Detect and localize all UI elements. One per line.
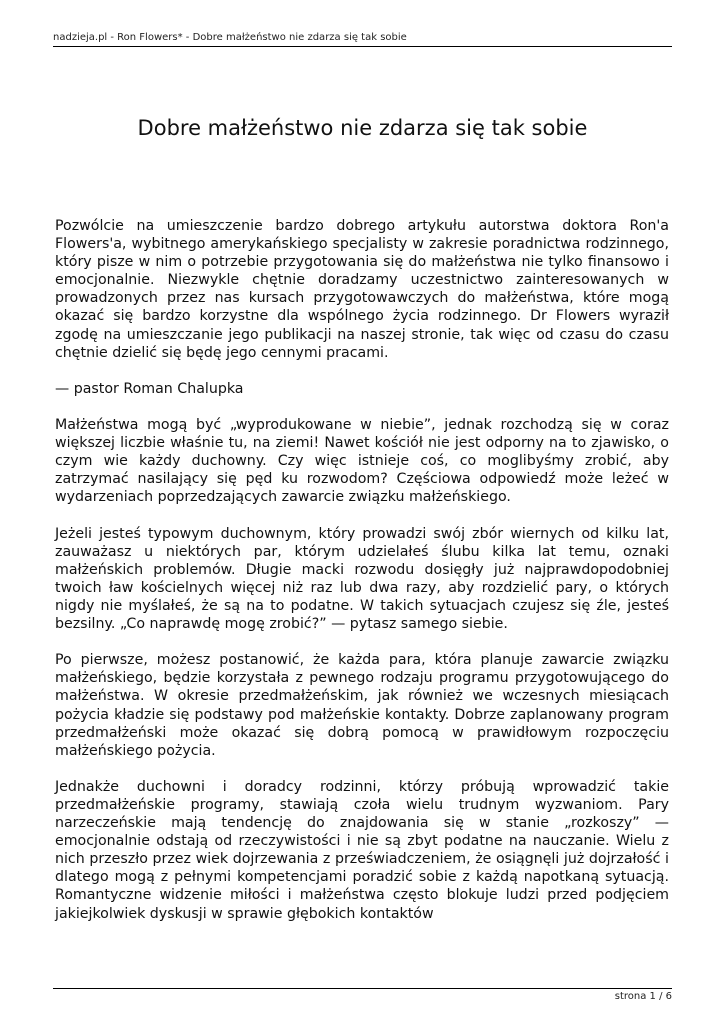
- paragraph: Po pierwsze, możesz postanowić, że każda para, która planuje zawarcie związku małżeńskiego, będzie korzystała z pewnego rodzaju programu przygotowującego do małżeństwa. W okresie przedmałżeńskim, jak również we wczesnych miesiącach pożycia kładzie się podstawy pod małżeńskie kontakty. Dobrze zaplanowany program przedmałżeński może okazać się dobrą pomocą w prawidłowym rozpoczęciu małżeńskiego pożycia.: [55, 652, 669, 759]
- paragraph-signature: — pastor Roman Chalupka: [55, 380, 244, 397]
- article-body: [55, 217, 669, 941]
- paragraph-intro: Pozwólcie na umieszczenie bardzo dobrego artykułu autorstwa doktora Ron'a Flowers'a, wybitnego amerykańskiego specjalisty w zakresie poradnictwa rodzinnego, który pisze w nim o potrzebie przygotowania się do małżeństwa nie tylko finansowo i emocjonalnie. Niezwykle chętnie doradzamy uczestnictwo zainteresowanych w prowadzonych przez nas kursach przygotowawczych do małżeństwa, które mogą okazać się bardzo korzystne dla wspólnego życia rodzinnego. Dr Flowers wyraził zgodę na umieszczanie jego publikacji na naszej stronie, tak więc od czasu do czasu chętnie dzielić się będę jego cennymi pracami.: [55, 218, 669, 361]
- header-divider: [53, 46, 672, 47]
- paragraph: Małżeństwa mogą być „wyprodukowane w niebie”, jednak rozchodzą się w coraz większej liczbie właśnie tu, na ziemi! Nawet kościół nie jest odporny na to zjawisko, o czym wie każdy duchowny. Czy więc istnieje coś, co moglibyśmy zrobić, aby zatrzymać nasilający się pęd ku rozwodom? Częściowa odpowiedź może leżeć w wydarzeniach poprzedzających zawarcie związku małżeńskiego.: [55, 417, 669, 506]
- paragraph: Jednakże duchowni i doradcy rodzinni, którzy próbują wprowadzić takie przedmałżeńskie programy, stawiają czoła wielu trudnym wyzwaniom. Pary narzeczeńskie mają tendencję do znajdowania się w stanie „rozkoszy” — emocjonalnie odstają od rzeczywistości i nie są zbyt podatne na nauczanie. Wielu z nich przeszło przez wiek dojrzewania z przeświadczeniem, że osiągnęli już dojrzałość i dlatego mogą z pełnymi kompetencjami poradzić sobie z każdą napotkaną sytuacją. Romantyczne widzenie miłości i małżeństwa często blokuje ludzi przed podjęciem jakiejkolwiek dyskusji w sprawie głębokich kontaktów: [55, 778, 669, 922]
- document-title: Dobre małżeństwo nie zdarza się tak sobie: [137, 116, 588, 140]
- paragraph: Jeżeli jesteś typowym duchownym, który prowadzi swój zbór wiernych od kilku lat, zauważasz u niektórych par, którym udzielałeś ślubu kilka lat temu, oznaki małżeńskich problemów. Długie macki rozwodu dosięgły już najprawdopodobniej twoich ław kościelnych więcej niż raz lub dwa razy, aby rozdzielić pary, o których nigdy nie myślałeś, że są na to podatne. W takich sytuacjach czujesz się źle, jesteś bezsilny. „Co naprawdę mogę zrobić?” — pytasz samego siebie.: [55, 525, 669, 633]
- page-header: nadzieja.pl - Ron Flowers* - Dobre małżeństwo nie zdarza się tak sobie: [53, 32, 407, 43]
- page-number: strona 1 / 6: [614, 991, 672, 1002]
- footer-divider: [53, 988, 672, 989]
